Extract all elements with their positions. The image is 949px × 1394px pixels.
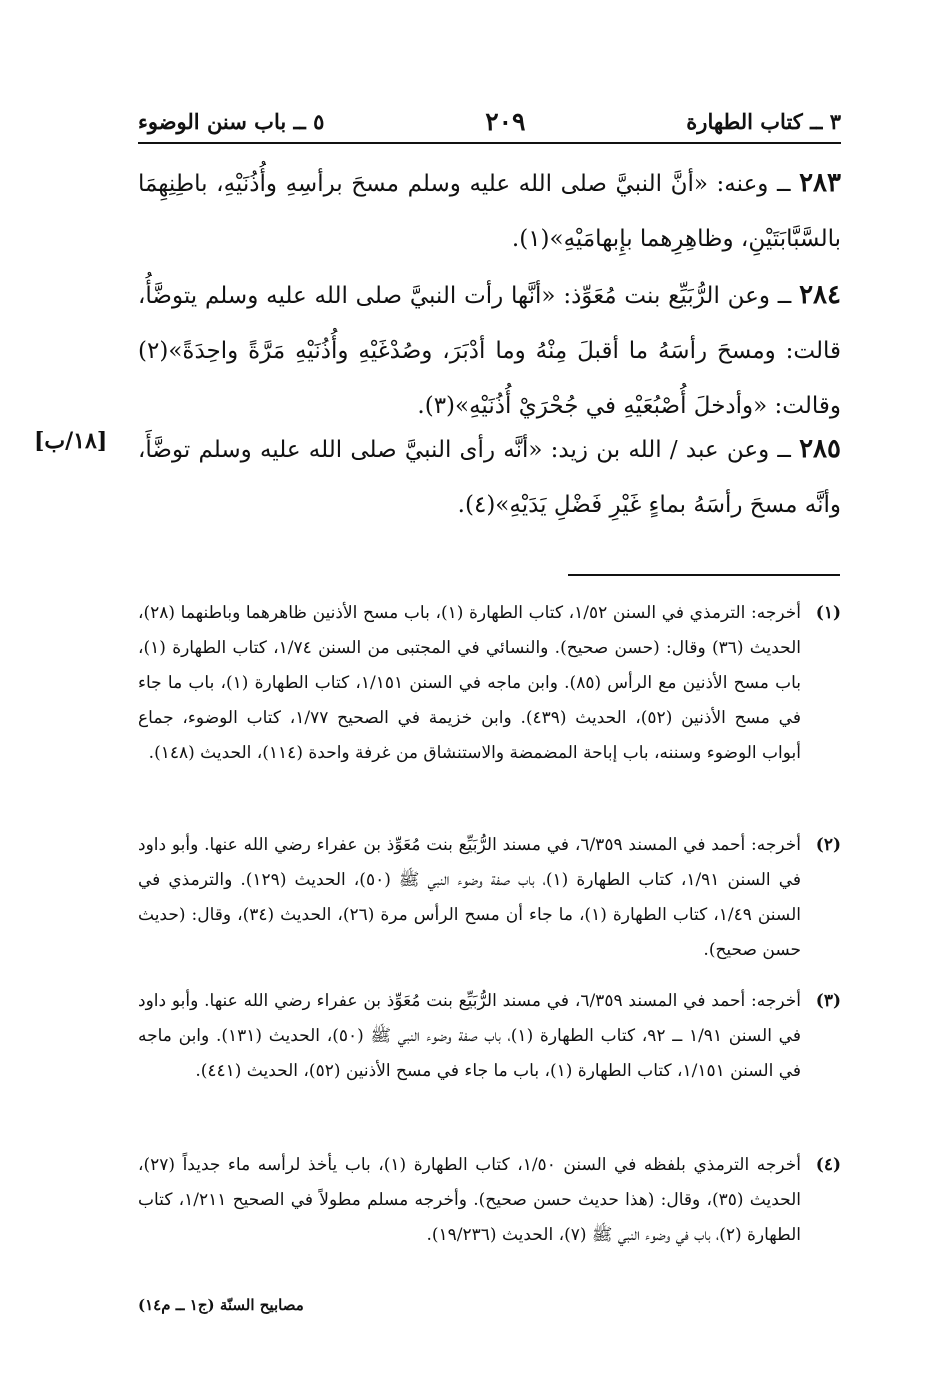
footnote-separator: [568, 574, 840, 576]
footnote-text: أخرجه: أحمد في المسند ٦/٣٥٩، في مسند الرُّبَيِّع بنت مُعَوِّذ بن عفراء رضي الله عنها. وأبو داود في السنن ١/٩١ ــ ٩٢، كتاب الطهارة (١)، باب صفة وضوء النبي ﷺ (٥٠)، الحديث (١٣١). وابن ماجه في السنن ١/١٥١، كتاب الطهارة (١)، باب ما جاء في مسح الأذنين (٥٢)، الحديث (٤٤١).: [138, 991, 801, 1081]
footnote-text: أخرجه: الترمذي في السنن ١/٥٢، كتاب الطهارة (١)، باب مسح الأذنين ظاهرهما وباطنهما (٢٨)، الحديث (٣٦) وقال: (حسن صحيح). والنسائي في المجتبى من السنن ١/٧٤، كتاب الطهارة (١)، باب مسح الأذنين مع الرأس (٨٥). وابن ماجه في السنن ١/١٥١، كتاب الطهارة (١)، باب ما جاء في مسح الأذنين (٥٢)، الحديث (٤٣٩). وابن خزيمة في الصحيح ١/٧٧، كتاب الوضوء، جماع أبواب الوضوء وسننه، باب إباحة المضمضة والاستنشاق من غرفة واحدة (١١٤)، الحديث (١٤٨).: [138, 603, 802, 763]
footnote-4: [138, 1148, 841, 1253]
running-header: [138, 100, 841, 144]
hadith-text: ــ وعنه: «أنَّ النبيَّ صلى الله عليه وسلم مسحَ برأسِهِ وأُذُنَيْهِ، باطِنِهِمَا بالسَّبَّابَتَيْنِ، وظاهِرِهما بإِبهامَيْهِ»(١).: [138, 171, 841, 252]
hadith-text: ــ وعن الرُّبَيِّع بنت مُعَوِّذ: «أنَّها رأت النبيَّ صلى الله عليه وسلم يتوضَّأُ، قالت: ومسحَ رأسَهُ ما أقبلَ مِنْهُ وما أدْبَرَ، وصُدْغَيْهِ وأُذُنَيْهِ مَرَّةً واحِدَةً»(٢) وقالت: «وأدخلَ أُصْبُعَيْهِ في جُحْرَيْ أُذُنَيْهِ»(٣).: [138, 283, 841, 419]
footnote-number: (٢): [815, 835, 841, 855]
hadith-text: ــ وعن عبد / الله بن زيد: «أنَّه رأى النبيَّ صلى الله عليه وسلم توضَّأَ، وأنَّه مسحَ رأسَهُ بماءٍ غَيْرِ فَضْلِ يَدَيْهِ»(٤).: [138, 437, 841, 518]
footnote-1: [138, 596, 841, 771]
hadith-number: ٢٨٥: [799, 434, 841, 464]
footnote-number: (٤): [815, 1155, 841, 1175]
footnote-number: (١): [815, 603, 841, 623]
footnote-text: أخرجه: أحمد في المسند ٦/٣٥٩، في مسند الرُّبَيِّع بنت مُعَوِّذ بن عفراء رضي الله عنها. وأبو داود في السنن ١/٩١، كتاب الطهارة (١)، باب صفة وضوء النبي ﷺ (٥٠)، الحديث (١٢٩). والترمذي في السنن ١/٤٩، كتاب الطهارة (١)، ما جاء أن مسح الرأس مرة (٢٦)، الحديث (٣٤)، وقال: (حديث حسن صحيح).: [138, 835, 802, 960]
chapter-title: ٣ ــ كتاب الطهارة: [686, 108, 841, 134]
folio-marker: [١٨/ب]: [34, 428, 108, 454]
page-number: ٢٠٩: [485, 106, 526, 136]
printer-signature: مصابيح السنّة (ج١ ــ م١٤): [138, 1296, 304, 1314]
hadith-number: ٢٨٤: [799, 280, 841, 310]
hadith-283: [138, 156, 841, 267]
hadith-number: ٢٨٣: [799, 168, 841, 198]
footnote-text: أخرجه الترمذي بلفظه في السنن ١/٥٠، كتاب الطهارة (١)، باب يأخذ لرأسه ماء جديداً (٢٧)، الحديث (٣٥)، وقال: (هذا حديث حسن صحيح). وأخرجه مسلم مطولاً في الصحيح ١/٢١١، كتاب الطهارة (٢)، باب في وضوء النبي ﷺ (٧)، الحديث (١٩/٢٣٦).: [138, 1155, 802, 1245]
hadith-284: [138, 268, 841, 434]
hadith-285: [138, 422, 841, 533]
section-title: ٥ ــ باب سنن الوضوء: [138, 108, 325, 134]
footnote-number: (٣): [815, 991, 841, 1011]
footnote-2: [138, 828, 841, 968]
footnote-3: [138, 984, 841, 1089]
